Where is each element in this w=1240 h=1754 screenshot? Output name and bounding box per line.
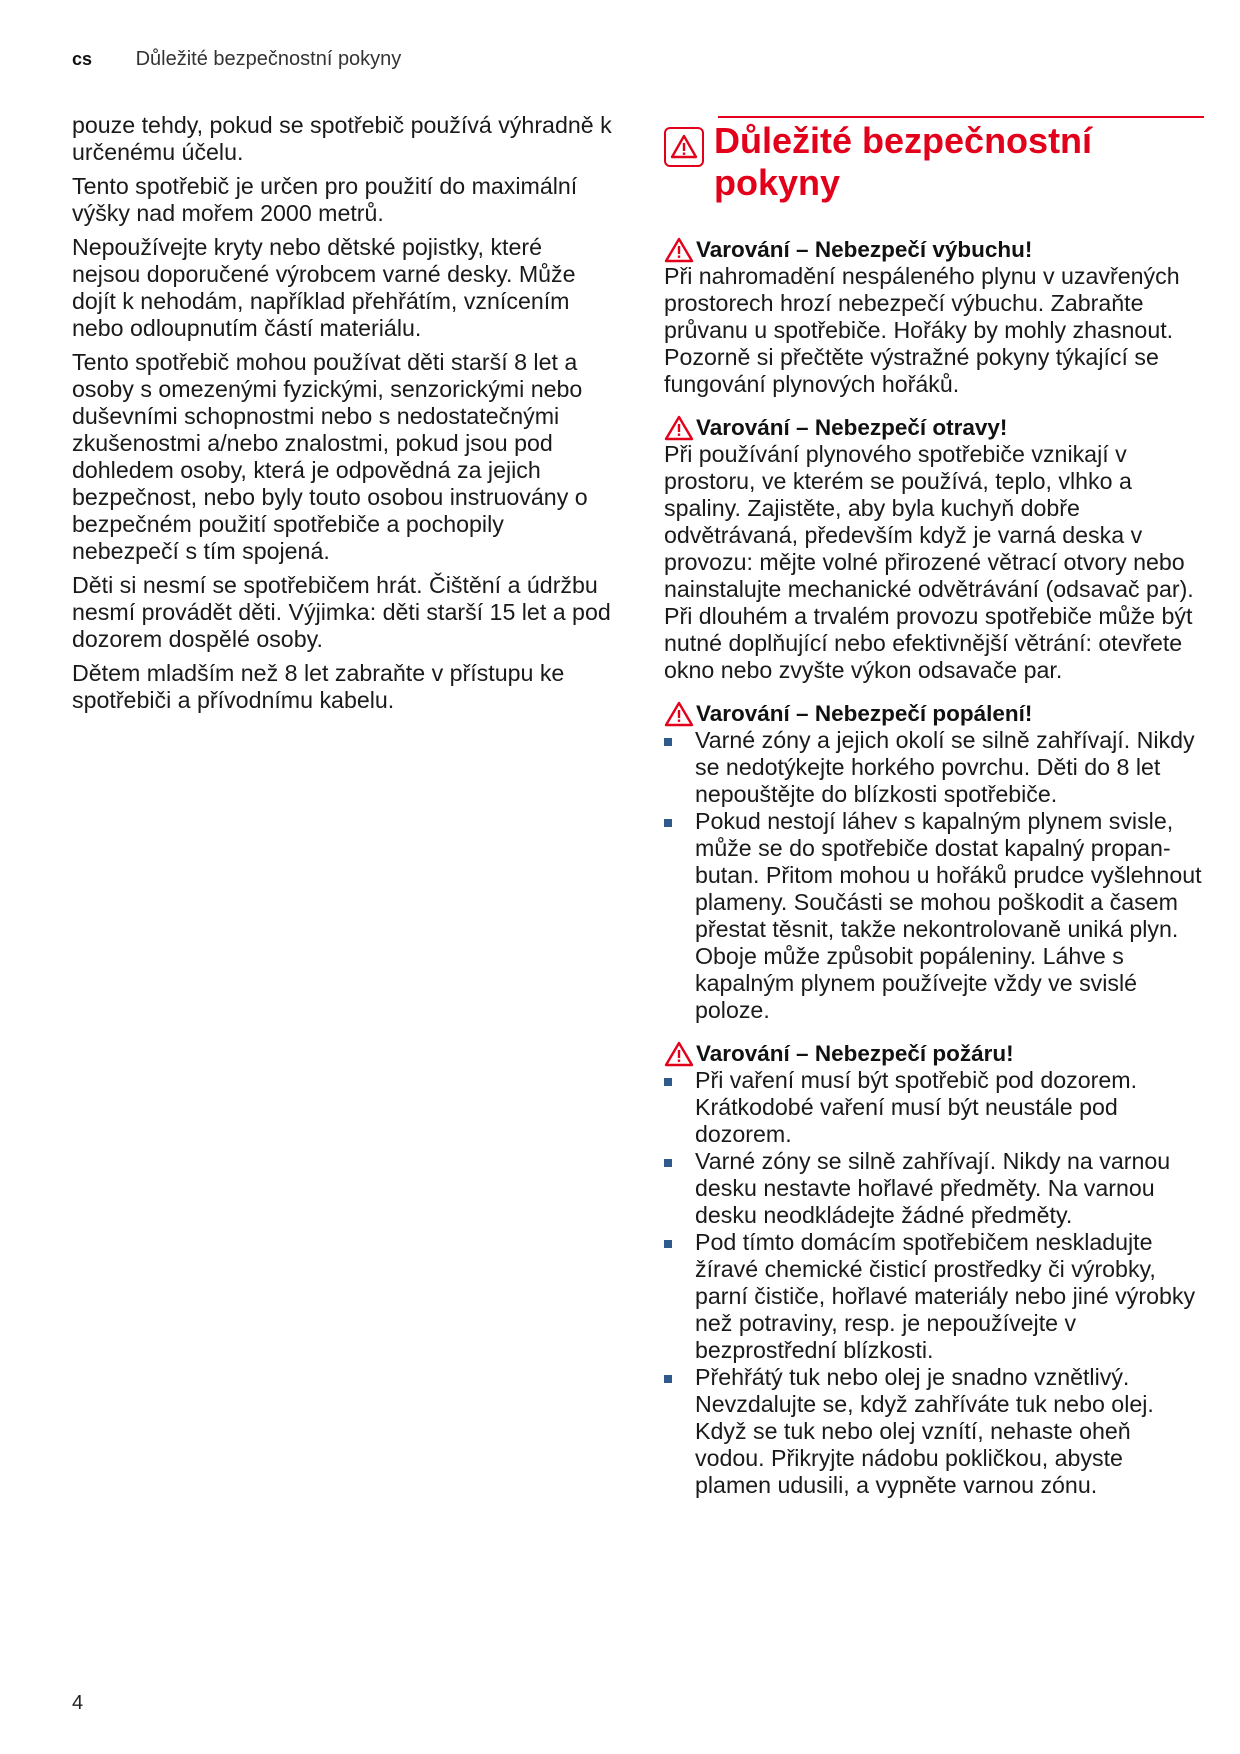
paragraph: pouze tehdy, pokud se spotřebič používá výhradně k určenému účelu. <box>72 112 612 165</box>
language-code: cs <box>72 49 93 69</box>
warning-title <box>664 1040 1204 1067</box>
warning-icon <box>664 127 704 167</box>
paragraph: Děti si nesmí se spotřebičem hrát. Čištění a údržbu nesmí provádět děti. Výjimka: děti starší 15 let a pod dozorem dospělé osoby. <box>72 572 611 652</box>
warning-text: Při nahromadění nespáleného plynu v uzavřených prostorech hrozí nebezpečí výbuchu. Zabraňte průvanu u spotřebiče. Hořáky by mohly zhasnout. Pozorně si přečtěte výstražné pokyny týkající se fungování plynových hořáků. <box>664 263 1180 397</box>
page-header <box>72 48 401 71</box>
list-item <box>664 1364 1204 1499</box>
list-item <box>664 727 1204 808</box>
bullet-square-icon <box>664 1375 672 1383</box>
warning-title <box>664 414 1204 441</box>
warning-triangle-icon <box>664 1041 694 1067</box>
paragraph: Nepoužívejte kryty nebo dětské pojistky, které nejsou doporučené výrobcem varné desky. Může dojít k nehodám, například přehřátím, vznícením nebo odloupnutím částí materiálu. <box>72 234 576 341</box>
header-title: Důležité bezpečnostní pokyny <box>135 48 402 70</box>
bullet-square-icon <box>664 1078 672 1086</box>
bullet-square-icon <box>664 738 672 746</box>
warning-poisoning <box>664 414 1204 684</box>
list-item <box>664 808 1204 1024</box>
bullet-square-icon <box>664 1240 672 1248</box>
section-heading <box>664 112 1204 204</box>
warning-fire <box>664 1040 1204 1499</box>
list-item <box>664 1229 1204 1364</box>
warning-title-text: Varování – Nebezpečí výbuchu! <box>696 237 1033 262</box>
left-column <box>72 112 612 721</box>
list-item-text: Varné zóny a jejich okolí se silně zahřívají. Nikdy se nedotýkejte horkého povrchu. Děti do 8 let nepouštějte do blízkosti spotřebiče. <box>695 727 1195 807</box>
warning-text: Při používání plynového spotřebiče vznikají v prostoru, ve kterém se používá, teplo, vlhko a spaliny. Zajistěte, aby byla kuchyň dobře odvětrávaná, především když je varná deska v provozu: mějte volné přirozené větrací otvory nebo nainstalujte mechanické odvětrávání (odsavač par). Při dlouhém a trvalém provozu spotřebiče může být nutné doplňující nebo efektivnější větrání: otevřete okno nebo zvyšte výkon odsavače par. <box>664 441 1194 683</box>
paragraph: Tento spotřebič mohou používat děti starší 8 let a osoby s omezenými fyzickými, senzorickými nebo duševními schopnostmi nebo s nedostatečnými zkušenostmi a/nebo znalostmi, pokud jsou pod dohledem osoby, která je odpovědná za jejich bezpečnost, nebo byly touto osobou instruovány o bezpečném použití spotřebiče a pochopily nebezpečí s tím spojená. <box>72 349 588 564</box>
page-number: 4 <box>72 1692 84 1714</box>
list-item-text: Pokud nestojí láhev s kapalným plynem svisle, může se do spotřebiče dostat kapalný propan-butan. Přitom mohou u hořáků prudce vyšlehnout plameny. Součásti se mohou poškodit a časem přestat těsnit, takže nekontrolovaně uniká plyn. Oboje může způsobit popáleniny. Láhve s kapalným plynem používejte vždy ve svislé poloze. <box>695 808 1202 1023</box>
warning-triangle-icon <box>664 415 694 441</box>
warning-title-text: Varování – Nebezpečí otravy! <box>696 415 1008 440</box>
warning-burns <box>664 700 1204 1024</box>
warning-list <box>664 1067 1204 1499</box>
heading-rule <box>718 116 1204 118</box>
list-item <box>664 1148 1204 1229</box>
warning-title-text: Varování – Nebezpečí požáru! <box>696 1041 1014 1066</box>
warning-title-text: Varování – Nebezpečí popálení! <box>696 701 1033 726</box>
list-item-text: Varné zóny se silně zahřívají. Nikdy na varnou desku nestavte hořlavé předměty. Na varnou desku neodkládejte žádné předměty. <box>695 1148 1171 1228</box>
list-item-text: Při vaření musí být spotřebič pod dozorem. Krátkodobé vaření musí být neustále pod dozorem. <box>695 1067 1138 1147</box>
list-item-text: Pod tímto domácím spotřebičem neskladujte žíravé chemické čisticí prostředky či výrobky, parní čističe, hořlavé materiály nebo jiné výrobky než potraviny, resp. je nepoužívejte v bezprostřední blízkosti. <box>695 1229 1196 1363</box>
list-item <box>664 1067 1204 1148</box>
right-column <box>664 112 1204 1515</box>
paragraph: Dětem mladším než 8 let zabraňte v přístupu ke spotřebiči a přívodnímu kabelu. <box>72 660 565 713</box>
paragraph: Tento spotřebič je určen pro použití do maximální výšky nad mořem 2000 metrů. <box>72 173 578 226</box>
bullet-square-icon <box>664 1159 672 1167</box>
warning-triangle-icon <box>664 701 694 727</box>
warning-triangle-icon <box>664 237 694 263</box>
warning-title <box>664 236 1204 263</box>
warning-explosion <box>664 236 1204 398</box>
warning-list <box>664 727 1204 1024</box>
warning-title <box>664 700 1204 727</box>
list-item-text: Přehřátý tuk nebo olej je snadno vznětlivý. Nevzdalujte se, když zahříváte tuk nebo olej. Když se tuk nebo olej vznítí, nehaste oheň vodou. Přikryjte nádobu pokličkou, abyste plamen udusili, a vypněte varnou zónu. <box>695 1364 1154 1498</box>
bullet-square-icon <box>664 819 672 827</box>
section-title: Důležité bezpečnostní pokyny <box>714 120 1093 203</box>
